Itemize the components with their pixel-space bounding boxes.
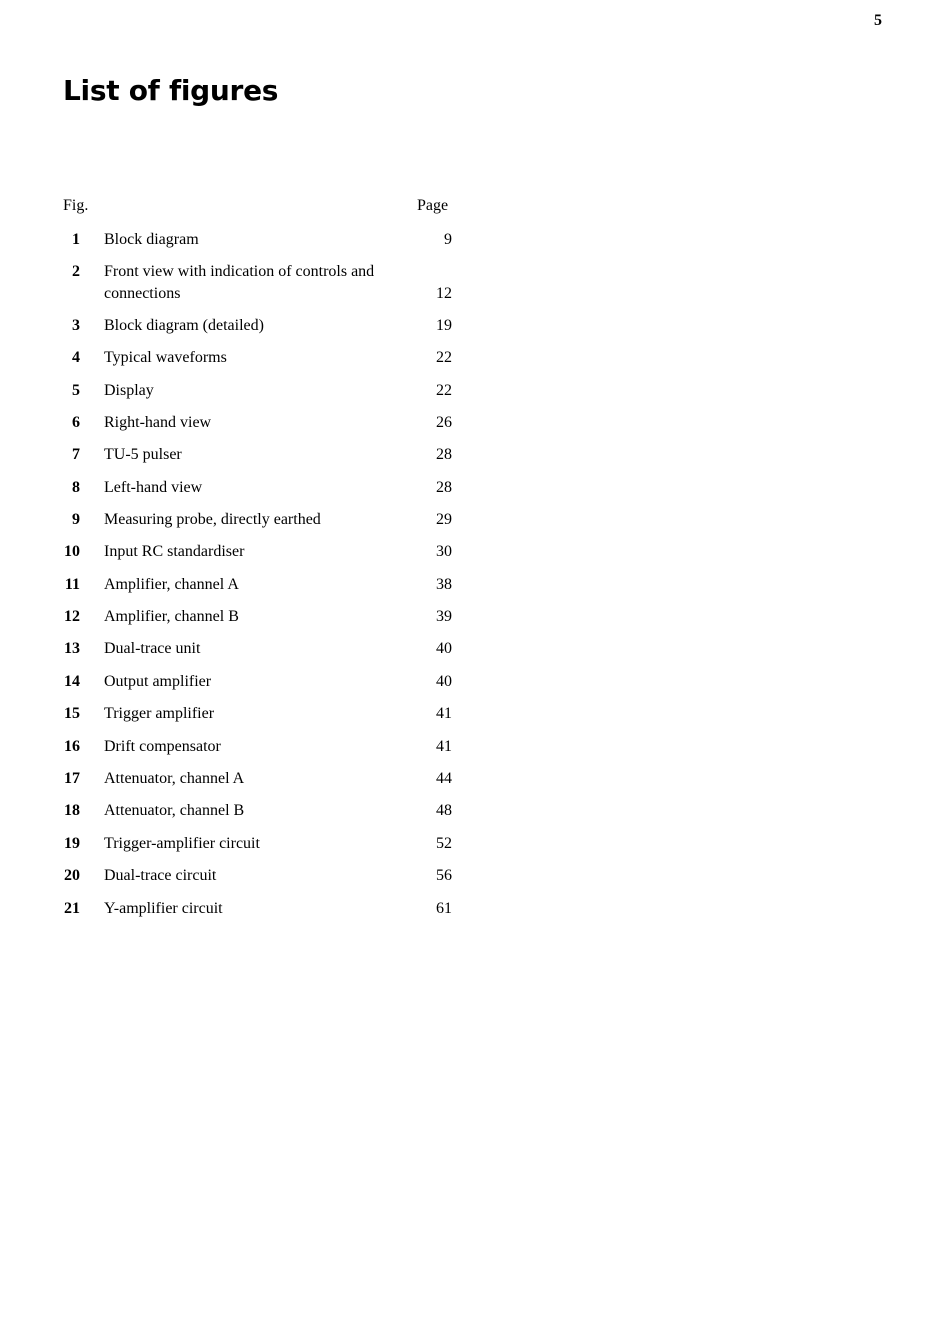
figure-number: 13 [64, 640, 80, 657]
figure-number: 9 [72, 511, 80, 528]
figure-page: 39 [436, 608, 452, 625]
page-title: List of figures [63, 74, 279, 107]
figure-label: Typical waveforms [104, 349, 227, 366]
figure-page: 28 [436, 446, 452, 463]
figure-label: Attenuator, channel B [104, 802, 245, 819]
figure-page: 29 [436, 511, 452, 528]
figure-number: 7 [72, 446, 80, 463]
figure-label: Trigger amplifier [104, 705, 215, 722]
figure-label: Dual-trace circuit [104, 867, 217, 884]
figure-number: 19 [64, 835, 80, 852]
figure-page: 40 [436, 673, 452, 690]
figure-label: Output amplifier [104, 673, 212, 690]
figure-page: 30 [436, 543, 452, 560]
figure-page: 41 [436, 705, 452, 722]
figure-label: Drift compensator [104, 738, 221, 755]
figure-page: 26 [436, 414, 452, 431]
figure-number: 10 [64, 543, 80, 560]
figure-number: 14 [64, 673, 80, 690]
figure-label: Block diagram (detailed) [104, 317, 264, 334]
figure-label-continued: connections [104, 285, 181, 302]
figure-page: 9 [444, 231, 452, 248]
figure-label: Front view with indication of controls and [104, 263, 375, 280]
figure-page: 48 [436, 802, 452, 819]
figure-number: 11 [64, 576, 80, 593]
figure-label: TU-5 pulser [104, 446, 182, 463]
figure-page: 41 [436, 738, 452, 755]
figure-number: 1 [72, 231, 80, 248]
figure-page: 38 [436, 576, 452, 593]
column-header-fig: Fig. [63, 197, 89, 214]
figure-number: 16 [64, 738, 80, 755]
figure-number: 4 [72, 349, 80, 366]
figure-page: 61 [436, 900, 452, 917]
figure-label: Trigger-amplifier circuit [104, 835, 260, 852]
page-number: 5 [874, 12, 882, 29]
figure-page: 44 [436, 770, 452, 787]
figure-page: 52 [436, 835, 452, 852]
figure-label: Measuring probe, directly earthed [104, 511, 321, 528]
figure-number: 15 [64, 705, 80, 722]
figure-number: 12 [64, 608, 80, 625]
figure-label: Amplifier, channel B [104, 608, 239, 625]
figure-number: 18 [64, 802, 80, 819]
figure-page: 19 [436, 317, 452, 334]
figure-label: Dual-trace unit [104, 640, 201, 657]
figure-number: 8 [72, 479, 80, 496]
figure-page: 28 [436, 479, 452, 496]
column-header-page: Page [417, 197, 449, 214]
figure-page: 12 [436, 285, 452, 302]
figure-label: Block diagram [104, 231, 199, 248]
figure-number: 6 [72, 414, 80, 431]
figure-number: 5 [72, 382, 80, 399]
figure-number: 17 [64, 770, 80, 787]
figure-number: 20 [64, 867, 80, 884]
figure-number: 3 [72, 317, 80, 334]
figure-number: 21 [64, 900, 80, 917]
figure-page: 56 [436, 867, 452, 884]
figure-label: Display [104, 382, 154, 399]
figure-page: 40 [436, 640, 452, 657]
figure-label: Attenuator, channel A [104, 770, 245, 787]
figure-label: Y-amplifier circuit [104, 900, 223, 917]
figure-number: 2 [72, 263, 80, 280]
figure-label: Right-hand view [104, 414, 212, 431]
figure-label: Amplifier, channel A [104, 576, 239, 593]
figure-page: 22 [436, 382, 452, 399]
figure-page: 22 [436, 349, 452, 366]
figure-label: Input RC standardiser [104, 543, 245, 560]
figure-label: Left-hand view [104, 479, 203, 496]
